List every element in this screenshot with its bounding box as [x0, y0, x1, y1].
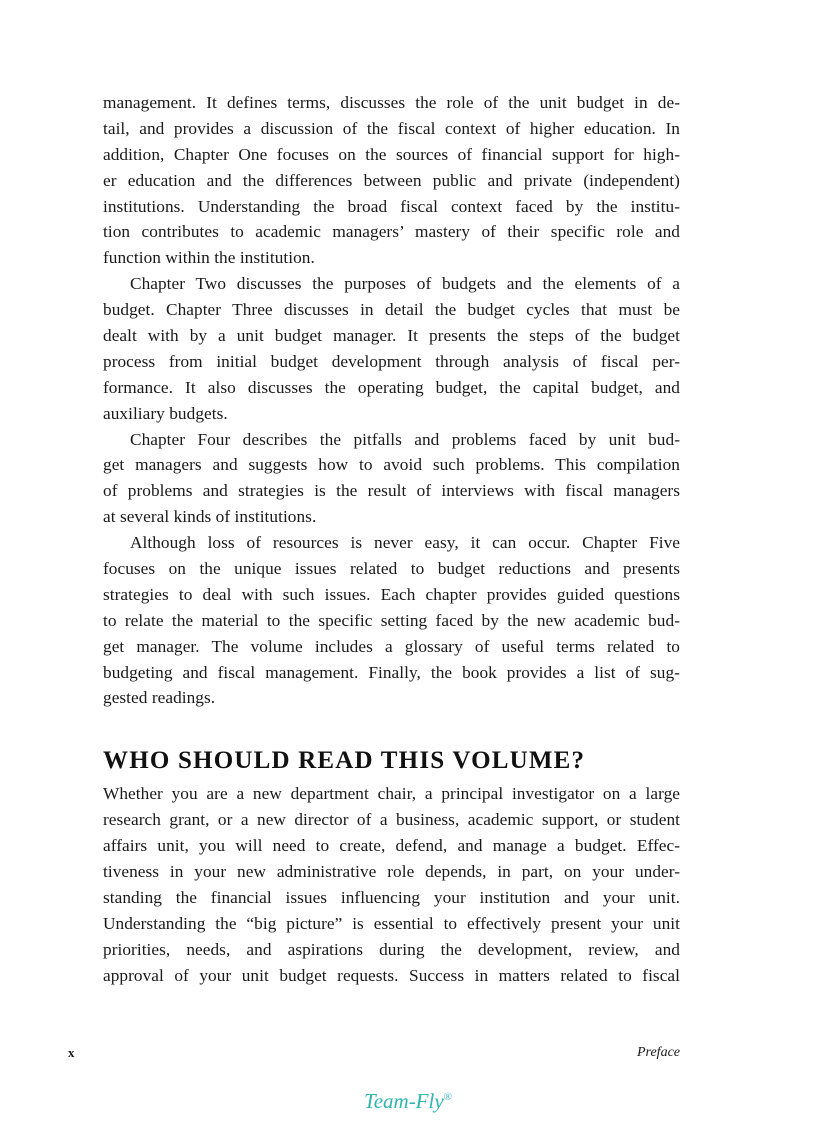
text-line: priorities, needs, and aspirations during the development, review, and [103, 939, 680, 959]
text-line: Although loss of resources is never easy, it can occur. Chapter Five [130, 533, 680, 553]
paragraph [103, 90, 680, 271]
paragraph [103, 271, 680, 426]
watermark [0, 1089, 816, 1114]
registered-mark: ® [443, 1091, 453, 1103]
text-line: formance. It also discusses the operating budget, the capital budget, and [103, 377, 680, 397]
text-line: Chapter Four describes the pitfalls and problems faced by unit bud- [130, 429, 680, 449]
text-line: get managers and suggests how to avoid such problems. This compilation [103, 455, 680, 475]
text-line: tion contributes to academic managers’ mastery of their specific role and [103, 222, 680, 242]
paragraph [103, 427, 680, 531]
text-line: approval of your unit budget requests. Success in matters related to fiscal [103, 965, 680, 985]
text-line: strategies to deal with such issues. Each chapter provides guided questions [103, 584, 680, 604]
text-line: gested readings. [103, 688, 216, 708]
text-line: er education and the differences between public and private (independent) [103, 170, 680, 190]
text-line: dealt with by a unit budget manager. It presents the steps of the budget [103, 326, 680, 346]
text-line: research grant, or a new director of a business, academic support, or student [103, 810, 680, 830]
text-line: focuses on the unique issues related to budget reductions and presents [103, 559, 680, 579]
text-line: standing the financial issues influencing your institution and your unit. [103, 887, 680, 907]
text-line: addition, Chapter One focuses on the sources of financial support for high- [103, 144, 680, 164]
intro-paragraphs [103, 90, 680, 711]
text-line: auxiliary budgets. [103, 403, 228, 423]
text-line: at several kinds of institutions. [103, 507, 317, 527]
text-line: tail, and provides a discussion of the fiscal context of higher education. In [103, 118, 680, 138]
watermark-text: Team-Fly [363, 1089, 444, 1113]
text-line: institutions. Understanding the broad fiscal context faced by the institu- [103, 196, 680, 216]
page-number: x [68, 1045, 75, 1060]
running-head: Preface [636, 1045, 680, 1060]
text-line: affairs unit, you will need to create, defend, and manage a budget. Effec- [103, 836, 680, 856]
text-line: Understanding the “big picture” is essential to effectively present your unit [103, 913, 680, 933]
paragraph [103, 530, 680, 711]
text-line: budget. Chapter Three discusses in detail the budget cycles that must be [103, 300, 680, 320]
text-line: Whether you are a new department chair, a principal investigator on a large [103, 784, 680, 804]
text-line: budgeting and fiscal management. Finally, the book provides a list of sug- [103, 662, 680, 682]
text-line: to relate the material to the specific setting faced by the new academic bud- [103, 610, 680, 630]
text-line: management. It defines terms, discusses the role of the unit budget in de- [103, 93, 680, 112]
page-body [103, 90, 680, 989]
text-line: get manager. The volume includes a glossary of useful terms related to [103, 636, 680, 656]
text-line: tiveness in your new administrative role depends, in part, on your under- [103, 862, 680, 882]
section-heading: WHO SHOULD READ THIS VOLUME? [103, 747, 586, 775]
section-paragraph [103, 781, 680, 988]
text-line: of problems and strategies is the result of interviews with fiscal managers [103, 481, 680, 501]
text-line: Chapter Two discusses the purposes of budgets and the elements of a [130, 274, 680, 294]
text-line: process from initial budget development through analysis of fiscal per- [103, 351, 680, 371]
text-line: function within the institution. [103, 248, 315, 268]
